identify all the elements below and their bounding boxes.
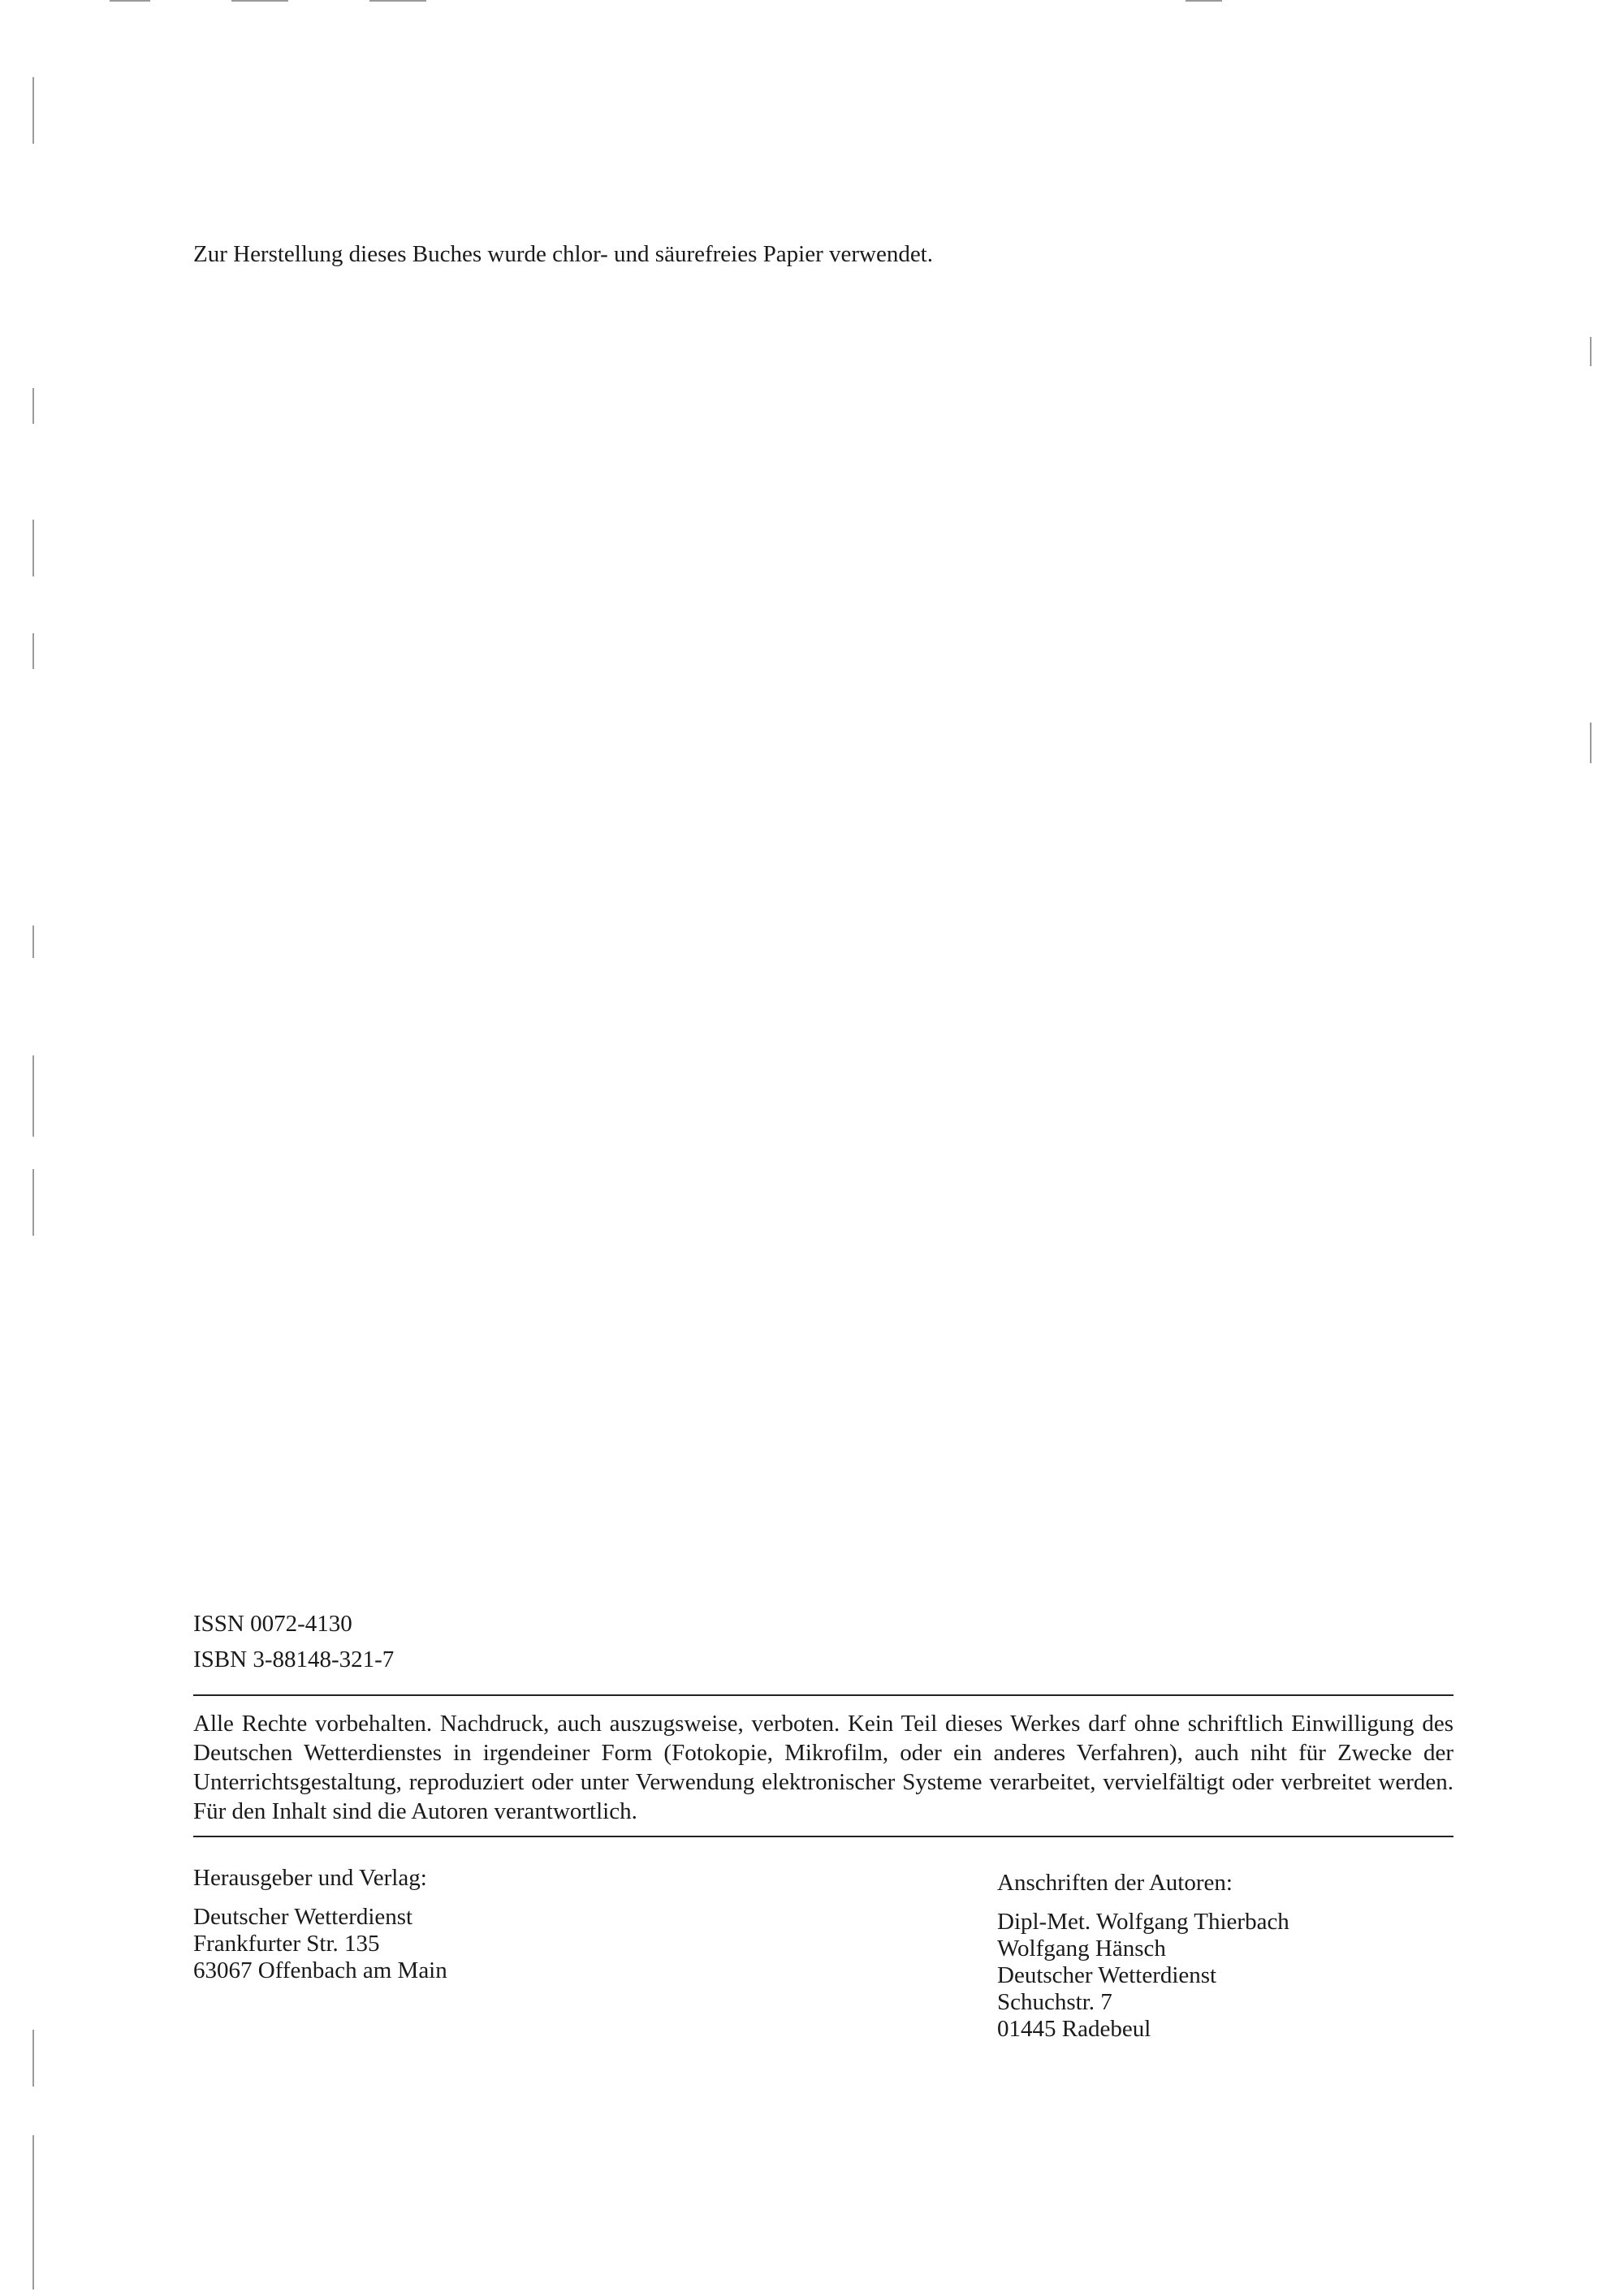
author-address-line: Wolfgang Hänsch: [997, 1936, 1166, 1962]
publisher-line: Frankfurter Str. 135: [193, 1931, 380, 1957]
author-address-line: Dipl-Met. Wolfgang Thierbach: [997, 1909, 1289, 1935]
scan-margin-mark: [32, 520, 34, 576]
scan-margin-mark: [32, 926, 34, 958]
scan-margin-mark: [32, 77, 34, 144]
scan-margin-mark: [32, 2030, 34, 2087]
scan-margin-mark: [1590, 723, 1592, 763]
publisher-line: Deutscher Wetterdienst: [193, 1904, 413, 1930]
scan-edge-mark: [1186, 0, 1222, 2]
author-address-line: Schuchstr. 7: [997, 1989, 1112, 2015]
divider-top: [193, 1694, 1453, 1696]
scan-margin-mark: [1590, 337, 1592, 366]
rights-notice: Alle Rechte vorbehalten. Nachdruck, auch auszugsweise, verboten. Kein Teil dieses Werkes darf ohne schriftlich Einwilligung des Deutschen Wetterdienstes in irgendeiner Form (Fotokopie, Mikrofilm, oder ein anderes Verfahren), auch niht für Zwecke der Unterrichtsgestaltung, reproduziert oder unter Verwendung elektronischer Systeme verarbeitet, vervielfältigt oder verbreitet werden. Für den Inhalt sind die Autoren verantwortlich.: [193, 1711, 1453, 1824]
publisher-line: 63067 Offenbach am Main: [193, 1957, 447, 1983]
authors-block: [997, 1870, 1289, 2043]
scan-edge-mark: [110, 0, 150, 2]
scan-margin-mark: [32, 1055, 34, 1137]
authors-heading: Anschriften der Autoren:: [997, 1870, 1233, 1896]
scan-margin-mark: [32, 2135, 34, 2290]
author-address-line: Deutscher Wetterdienst: [997, 1962, 1217, 1988]
issn-number: ISSN 0072-4130: [193, 1611, 352, 1637]
publisher-heading: Herausgeber und Verlag:: [193, 1865, 427, 1891]
scan-margin-mark: [32, 388, 34, 424]
author-address-line: 01445 Radebeul: [997, 2016, 1151, 2042]
scan-edge-mark: [231, 0, 288, 2]
paper-note: Zur Herstellung dieses Buches wurde chlor- und säurefreies Papier verwendet.: [193, 241, 933, 267]
isbn-number: ISBN 3-88148-321-7: [193, 1646, 395, 1672]
scan-edge-mark: [369, 0, 426, 2]
divider-bottom: [193, 1836, 1453, 1837]
publisher-block: [193, 1865, 447, 1984]
scan-margin-mark: [32, 1169, 34, 1236]
scan-margin-mark: [32, 633, 34, 669]
